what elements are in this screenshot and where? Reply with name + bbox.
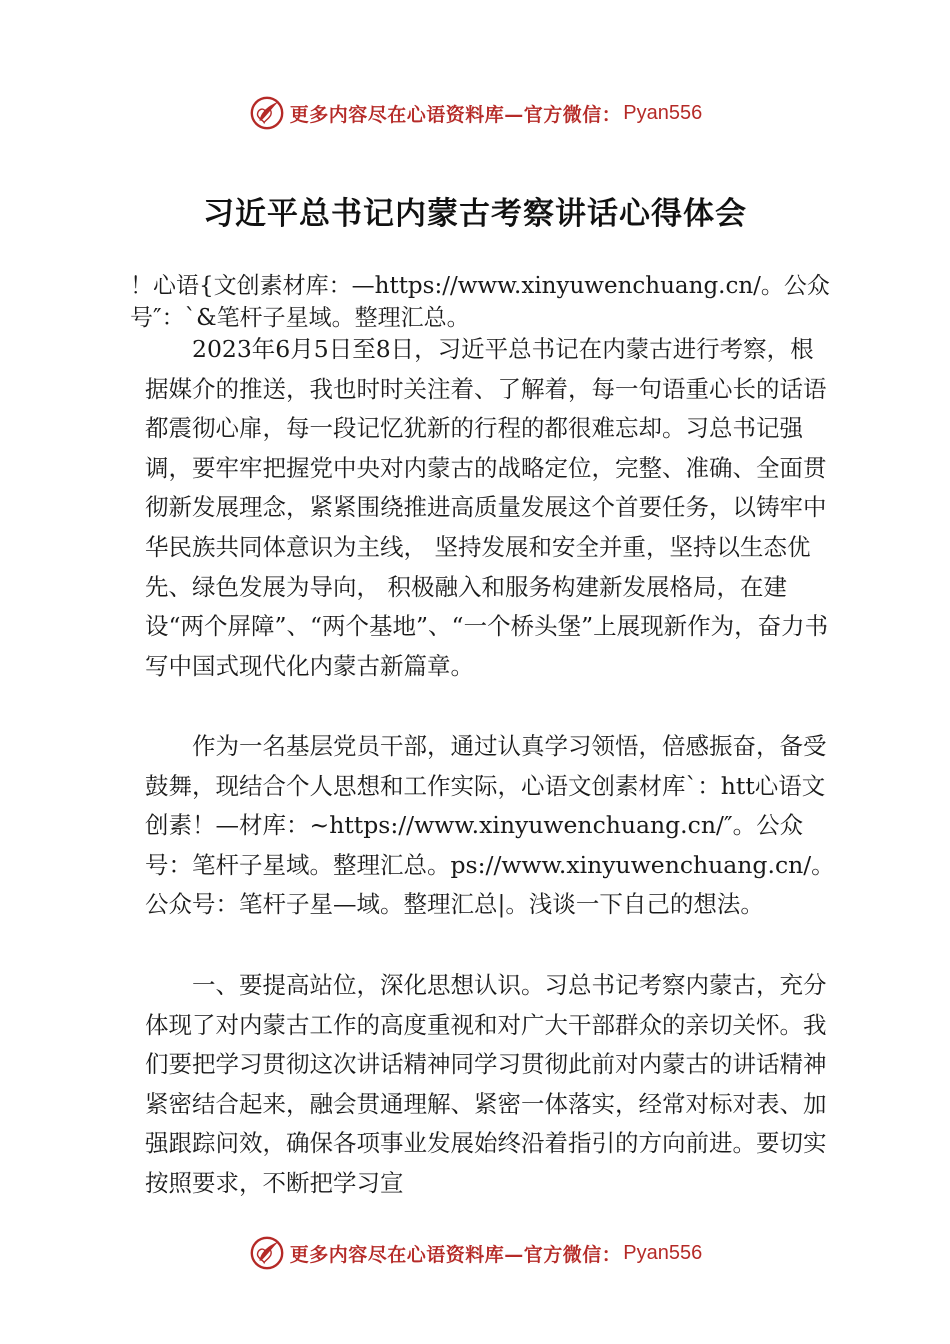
body-paragraph-2: 作为一名基层党员干部，通过认真学习领悟，倍感振奋，备受鼓舞，现结合个人思想和工作实际，心语文创素材库`：htt心语文创素！—材库：~https://www.xinyuwenchuang.cn/″。公众号：笔杆子星域。整理汇总。ps://www.xinyuwenchuang.cn/。公众号：笔杆子星—域。整理汇总|。浅谈一下自己的想法。 bbox=[145, 732, 835, 919]
body-paragraph-1: 2023年6月5日至8日，习近平总书记在内蒙古进行考察，根据媒介的推送，我也时时关注着、了解着，每一句语重心长的话语都震彻心扉，每一段记忆犹新的行程的都很难忘却。习总书记强调，要牢牢把握党中央对内蒙古的战略定位，完整、准确、全面贯彻新发展理念，紧紧围绕推进高质量发展这个首要任务，以铸牢中华民族共同体意识为主线， 坚持发展和安全并重，坚持以生态优先、绿色发展为导向， 积极融入和服务构建新发展格局，在建设“两个屏障”、“两个基地”、“一个桥头堡”上展现新作为，奋力书写中国式现代化内蒙古新篇章。 bbox=[145, 335, 829, 680]
banner-wechat-id: Pyan556 bbox=[623, 1241, 703, 1264]
footer-watermark-banner bbox=[0, 1228, 950, 1278]
feather-heart-logo-icon bbox=[248, 94, 286, 132]
document-title: 习近平总书记内蒙古考察讲话心得体会 bbox=[203, 196, 747, 232]
banner-text: 更多内容尽在心语资料库—官方微信： bbox=[289, 1243, 622, 1266]
body-paragraph-3: 一、要提高站位，深化思想认识。习总书记考察内蒙古，充分体现了对内蒙古工作的高度重视和对广大干部群众的亲切关怀。我们要把学习贯彻这次讲话精神同学习贯彻此前对内蒙古的讲话精神紧密结合起来，融会贯通理解、紧密一体落实，经常对标对表、加强跟踪问效，确保各项事业发展始终沿着指引的方向前进。要切实按照要求，不断把学习宣 bbox=[145, 971, 827, 1197]
banner-text: 更多内容尽在心语资料库—官方微信： bbox=[289, 103, 622, 126]
banner-wechat-id: Pyan556 bbox=[623, 101, 703, 124]
source-note-paragraph: ！心语{文创素材库：—https://www.xinyuwenchuang.cn/。公众号″：`&笔杆子星域。整理汇总。 bbox=[130, 273, 830, 331]
header-watermark-banner bbox=[0, 88, 950, 138]
feather-heart-logo-icon bbox=[248, 1234, 286, 1272]
